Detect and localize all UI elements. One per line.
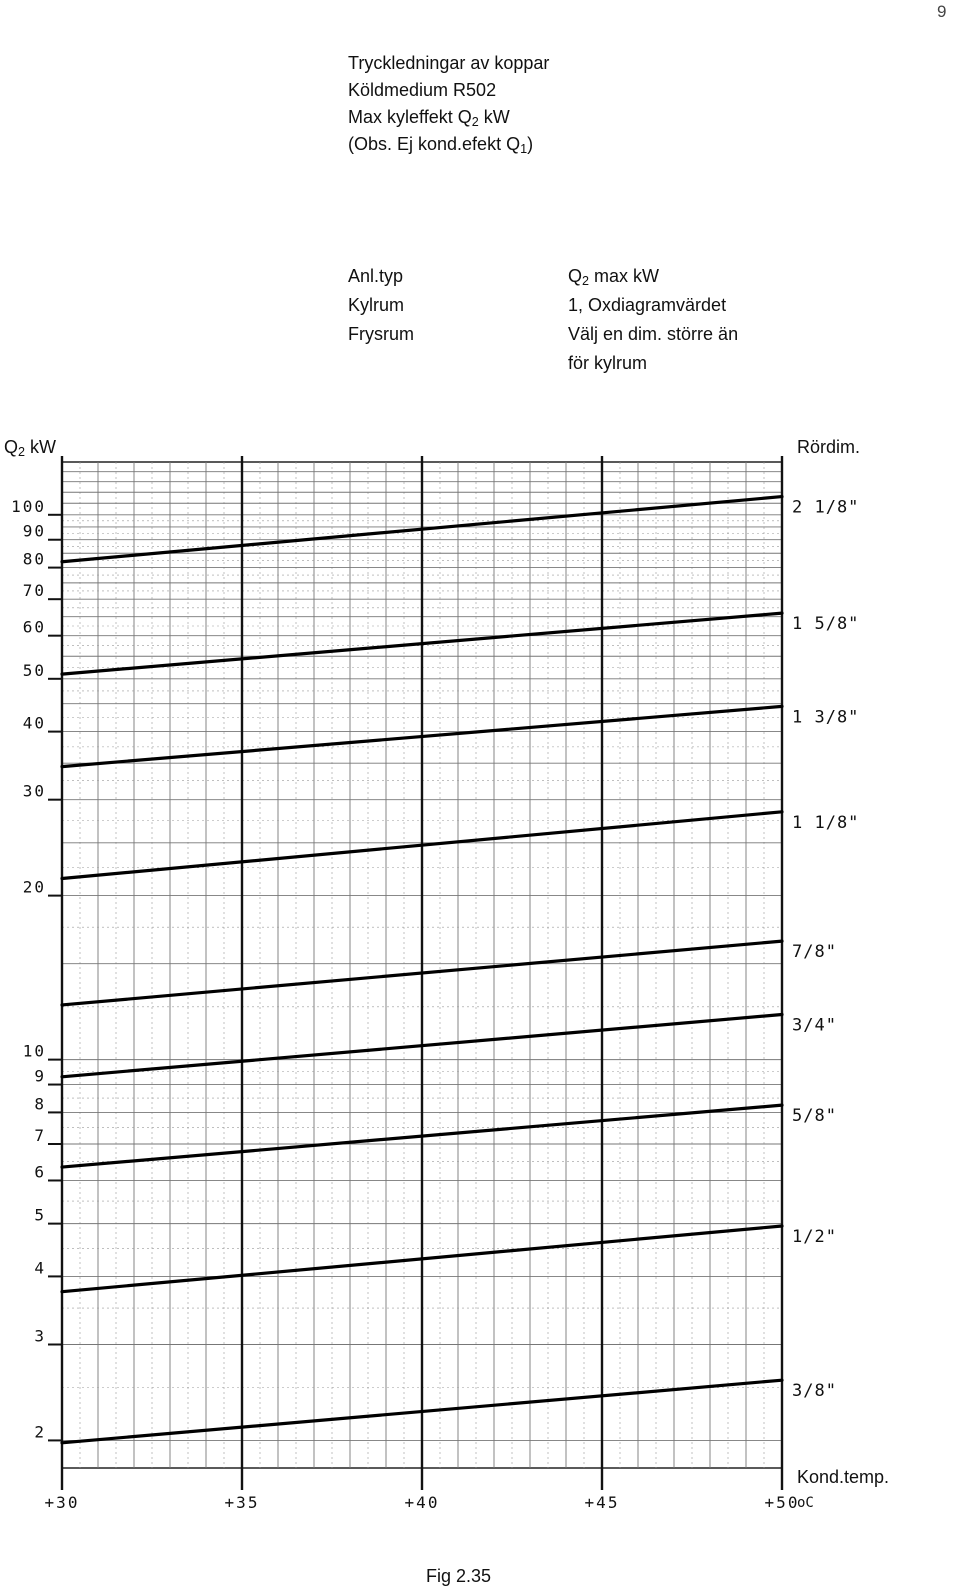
y-tick-label: 2 (34, 1422, 46, 1442)
plant-type-header: Anl.typ (348, 266, 404, 286)
y-tick-label: 100 (11, 496, 46, 516)
pipe-size-label: 1/2" (792, 1227, 837, 1248)
y-tick-label: 90 (22, 521, 46, 541)
x-tick-label: +45 (584, 1493, 620, 1512)
y-tick-label: 40 (22, 713, 46, 733)
capacity-row-2: Välj en dim. större än (568, 324, 739, 344)
figure-caption: Fig 2.35 (426, 1566, 492, 1586)
intro-line-1: Tryckledningar av koppar (348, 53, 550, 73)
pipe-size-label: 1 5/8" (792, 614, 860, 635)
y-tick-label: 9 (34, 1066, 46, 1086)
intro-line-3: Max kyleffekt $Q_2$ kW (348, 107, 510, 129)
y-tick-label: 70 (22, 581, 46, 601)
plant-type-row-1: Kylrum (348, 295, 405, 315)
pipe-size-label: 7/8" (792, 942, 837, 963)
y-tick-label: 7 (34, 1126, 46, 1146)
x-tick-label: +35 (224, 1493, 260, 1512)
y-tick-label: 3 (34, 1326, 46, 1346)
pipe-size-label: 3/4" (792, 1015, 837, 1036)
y-tick-label: 30 (22, 781, 46, 801)
intro-line-4: (Obs. Ej kond.efekt $Q_1$) (348, 134, 534, 156)
x-axis-unit: oC (797, 1495, 814, 1511)
pipe-size-label: 1 3/8" (792, 707, 860, 728)
y-tick-label: 20 (22, 877, 46, 897)
y-tick-label: 80 (22, 549, 46, 569)
pipe-size-label: 3/8" (792, 1381, 837, 1402)
plant-type-row-2: Frysrum (348, 324, 414, 344)
y-tick-label: 10 (22, 1041, 46, 1061)
page-number: 9 (937, 2, 947, 21)
capacity-continuation: för kylrum (568, 353, 648, 373)
x-axis-title: Kond.temp. (797, 1467, 890, 1487)
y-tick-label: 50 (22, 660, 46, 680)
pipe-size-label: 2 1/8" (792, 497, 860, 518)
capacity-row-1: 1, Oxdiagramvärdet (568, 295, 727, 315)
y-tick-label: 60 (22, 617, 46, 637)
y-tick-label: 8 (34, 1094, 46, 1114)
y-tick-label: 4 (34, 1258, 46, 1278)
x-tick-label: +40 (404, 1493, 440, 1512)
y-axis-title: $Q_2$ kW (4, 437, 57, 459)
x-tick-label: +50 (764, 1493, 800, 1512)
pipe-size-label: 1 1/8" (792, 812, 860, 833)
pipe-size-header: Rördim. (797, 437, 861, 457)
pipe-size-label: 5/8" (792, 1106, 837, 1127)
x-tick-label: +30 (44, 1493, 80, 1512)
y-tick-label: 5 (34, 1205, 46, 1225)
intro-line-2: Köldmedium R502 (348, 80, 497, 100)
y-tick-label: 6 (34, 1162, 46, 1182)
capacity-header: $Q_2$ max kW (568, 266, 660, 288)
